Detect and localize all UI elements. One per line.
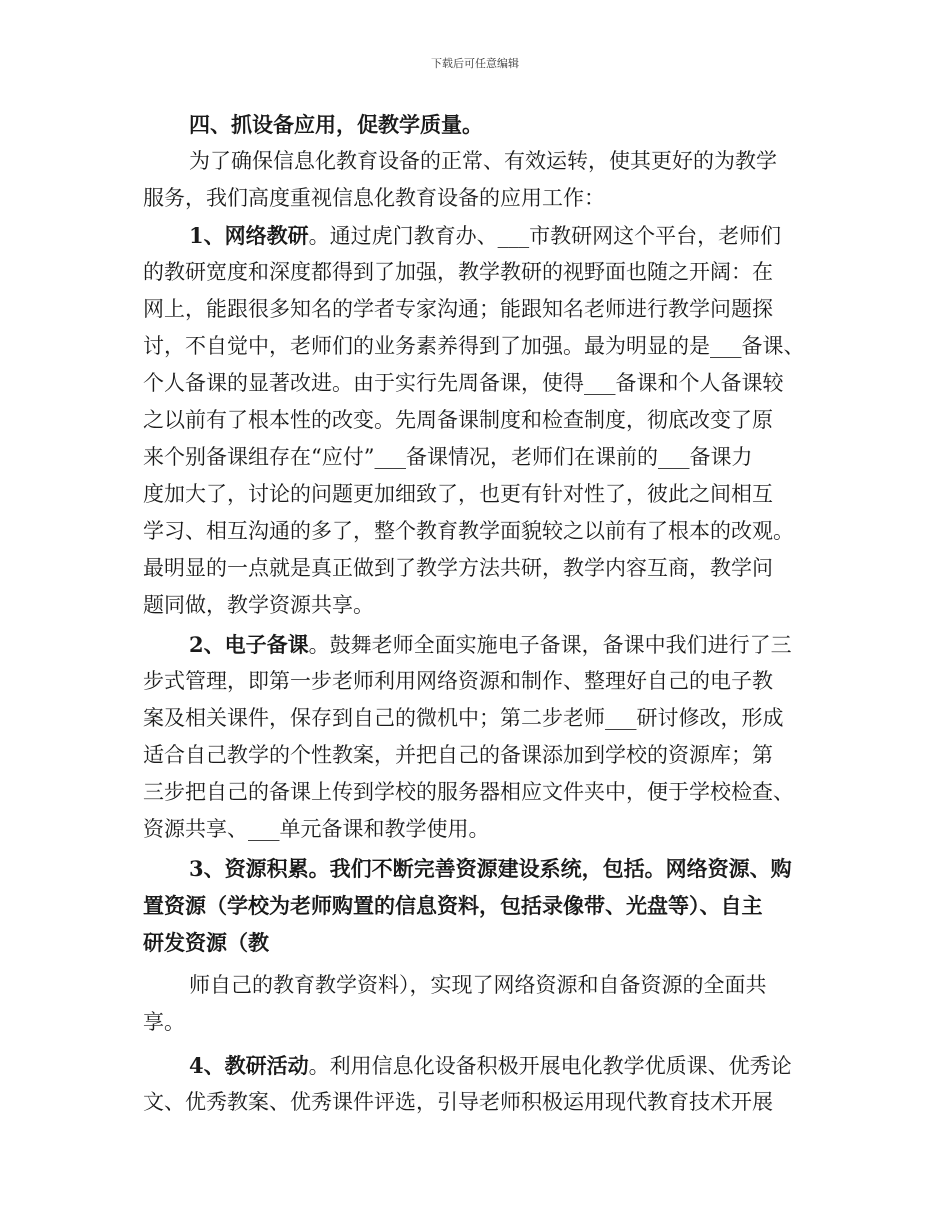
section-heading: 四、抓设备应用，促教学质量。 [189, 112, 483, 137]
item3-heading-line: 3、资源积累。我们不断完善资源建设系统，包括。网络资源、购 [189, 856, 792, 881]
item2-line: 三步把自己的备课上传到学校的服务器相应文件夹中，便于学校检查、 [143, 780, 794, 804]
intro-line: 为了确保信息化教育设备的正常、有效运转，使其更好的为教学 [189, 149, 777, 173]
item4-title: 4、教研活动 [189, 1053, 309, 1078]
header-note: 下载后可任意编辑 [431, 57, 519, 70]
item2-first-line-text: 。鼓舞老师全面实施电子备课，备课中我们进行了三 [308, 633, 792, 657]
document-body [143, 106, 807, 1121]
item1-title: 1、网络教研 [189, 223, 309, 248]
item2-first-line [143, 626, 807, 663]
item2-line: 资源共享、___单元备课和教学使用。 [143, 817, 490, 841]
item1-line: 来个别备课组存在“应付”___备课情况，老师们在课前的___备课力 [143, 445, 753, 469]
intro-line: 服务，我们高度重视信息化教育设备的应用工作： [143, 186, 605, 210]
item3-heading-line: 研发资源（教 [143, 930, 269, 955]
item1-line: 学习、相互沟通的多了，整个教育教学面貌较之以前有了根本的改观。 [143, 519, 794, 543]
item1-line: 最明显的一点就是真正做到了教学方法共研，教学内容互商，教学问 [143, 556, 773, 580]
item1-line: 讨，不自觉中，老师们的业务素养得到了加强。最为明显的是___备课、 [143, 334, 805, 358]
item4-first-line-text: 。利用信息化设备积极开展电化教学优质课、优秀论 [308, 1054, 792, 1078]
item2-title: 2、电子备课 [189, 632, 309, 657]
item3-line: 享。 [143, 1010, 185, 1034]
item3-line: 师自己的教育教学资料），实现了网络资源和自备资源的全面共 [189, 973, 767, 997]
item1-first-line [143, 217, 807, 254]
item2-line: 适合自己教学的个性教案，并把自己的备课添加到学校的资源库；第 [143, 743, 773, 767]
item3-heading-line: 置资源（学校为老师购置的信息资料，包括录像带、光盘等）、自主 [143, 893, 763, 918]
item4-first-line [143, 1047, 807, 1084]
item1-line: 之以前有了根本性的改变。先周备课制度和检查制度，彻底改变了原 [143, 408, 773, 432]
item1-line: 度加大了，讨论的问题更加细致了，也更有针对性了，彼此之间相互 [143, 482, 773, 506]
item1-line: 网上，能跟很多知名的学者专家沟通；能跟知名老师进行教学问题探 [143, 297, 773, 321]
item1-line: 个人备课的显著改进。由于实行先周备课，使得___备课和个人备课较 [143, 371, 784, 395]
item2-line: 案及相关课件，保存到自己的微机中；第二步老师___研讨修改，形成 [143, 706, 784, 730]
item2-line: 步式管理，即第一步老师利用网络资源和制作、整理好自己的电子教 [143, 669, 773, 693]
item1-line: 的教研宽度和深度都得到了加强，教学教研的视野面也随之开阔：在 [143, 260, 773, 284]
item4-line: 文、优秀教案、优秀课件评选，引导老师积极运用现代教育技术开展 [143, 1090, 773, 1114]
item1-first-line-text: 。通过虎门教育办、___市教研网这个平台，老师们 [308, 224, 782, 248]
item1-line: 题同做，教学资源共享。 [143, 593, 374, 617]
